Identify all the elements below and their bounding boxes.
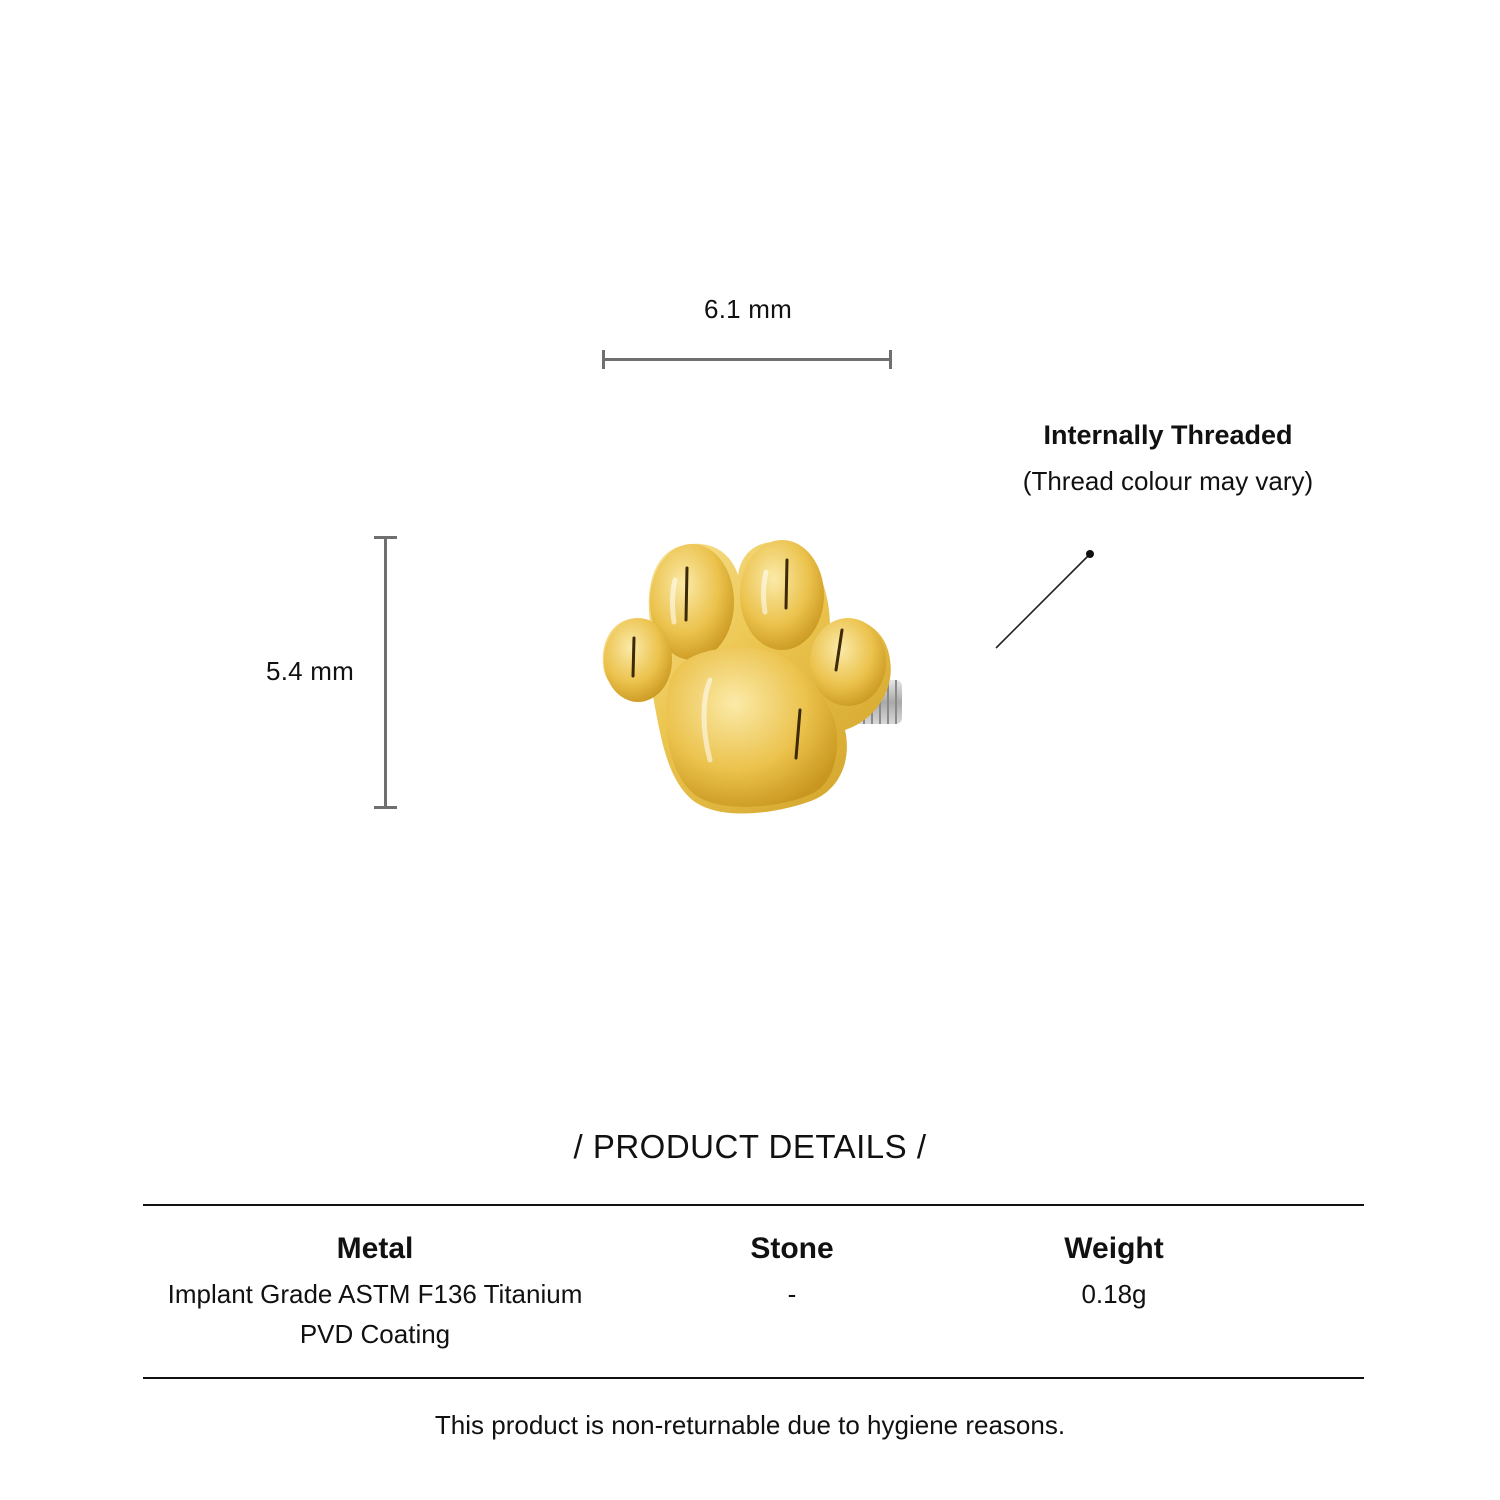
stone-value-line: - <box>787 1279 797 1309</box>
details-bottom-divider <box>143 1377 1364 1379</box>
return-policy-notice: This product is non-returnable due to hygiene reasons. <box>434 1410 1066 1440</box>
gold-paw-print-icon <box>590 530 920 820</box>
stone-column-header: Stone <box>750 1232 834 1265</box>
height-dimension-label: 5.4 mm <box>266 656 354 686</box>
weight-column-value <box>964 1274 1264 1314</box>
metal-value-line: PVD Coating <box>299 1319 451 1349</box>
thread-callout-title: Internally Threaded <box>1043 420 1293 450</box>
width-dimension-label: 6.1 mm <box>704 294 792 324</box>
stone-column-value <box>642 1274 942 1314</box>
height-dimension-bar <box>384 537 387 808</box>
product-details-heading: / PRODUCT DETAILS / <box>573 1128 927 1165</box>
metal-column-header: Metal <box>336 1232 414 1265</box>
metal-column-value <box>150 1274 600 1354</box>
height-dimension-cap-bottom <box>374 806 397 809</box>
width-dimension-cap-right <box>889 350 892 369</box>
width-dimension-cap-left <box>602 350 605 369</box>
thread-pointer-line <box>990 545 1100 655</box>
weight-column-header: Weight <box>1064 1232 1164 1265</box>
height-dimension-cap-top <box>374 536 397 539</box>
thread-callout-note: (Thread colour may vary) <box>1022 466 1314 496</box>
details-top-divider <box>143 1204 1364 1206</box>
weight-value-line: 0.18g <box>1081 1279 1147 1309</box>
metal-value-line: Implant Grade ASTM F136 Titanium <box>167 1279 583 1309</box>
width-dimension-bar <box>603 358 892 361</box>
